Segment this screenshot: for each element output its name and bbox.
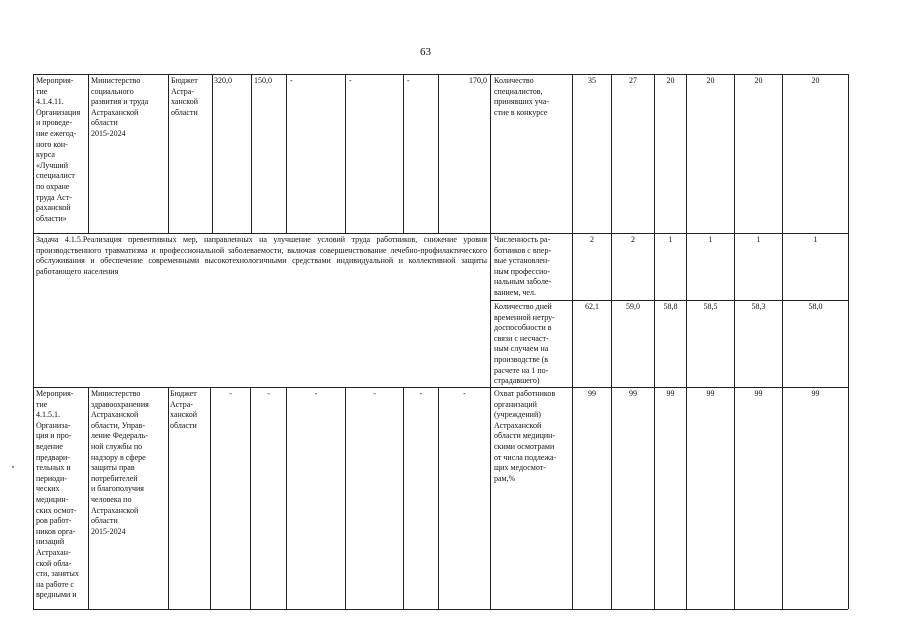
indicator-value: 99: [588, 389, 596, 398]
indicator-value: 99: [666, 389, 675, 398]
amount-cell: -: [407, 76, 410, 85]
event-cell: Мероприя- тие 4.1.4.11. Организация и проведе- ние ежегод- ного кон- курса «Лучший специалист по охране труда Аст- раханской области»: [36, 76, 81, 223]
scan-speck: [12, 466, 14, 468]
funding-source-cell: Бюджет Астра- ханской области: [170, 389, 198, 430]
indicator-value: 58,3: [751, 302, 766, 311]
amount-cell: -: [463, 389, 466, 398]
table-col-divider: [250, 387, 251, 609]
table-col-divider: [88, 74, 89, 233]
indicator-value: 1: [708, 235, 713, 244]
table-col-divider: [286, 387, 287, 609]
amount-cell: -: [349, 76, 352, 85]
indicator-value: 58,8: [663, 302, 678, 311]
indicator-value: 58,0: [808, 302, 823, 311]
indicator-value: 20: [754, 76, 763, 85]
indicator-cell: Численность ра- ботников с впер- вые установлен- ным профессио- нальным заболе- ванием, чел.: [494, 235, 552, 297]
indicator-value: 59,0: [626, 302, 640, 311]
amount-cell: -: [229, 389, 232, 398]
executor-cell: Министерство здравоохранения Астраханской области, Управ- ление Федераль- ной службы по надзору в сфере защиты прав потребителей и благополучия человека по Астраханской области 2015-2024: [91, 389, 149, 536]
indicator-value: 1: [813, 235, 818, 244]
amount-cell: -: [267, 389, 270, 398]
table-row-divider: [490, 300, 848, 301]
amount-cell: -: [419, 389, 423, 398]
amount-cell: 150,0: [254, 76, 272, 85]
table-col-divider: [345, 74, 346, 233]
table-border-right: [848, 74, 849, 609]
table-col-divider: [654, 74, 655, 609]
amount-cell: 170,0: [469, 76, 487, 85]
table-col-divider: [251, 74, 252, 233]
table-col-divider: [438, 387, 439, 609]
amount-cell: -: [290, 76, 293, 85]
table-col-divider: [286, 74, 287, 233]
table-col-divider: [168, 74, 169, 233]
table-col-divider: [403, 387, 404, 609]
indicator-value: 2: [631, 235, 635, 244]
task-description: Задача 4.1.5.Реализация превентивных мер, направленных на улучшение условий труда работников, снижение уровня производственного травматизма и профессиональной заболеваемости, включая совершенствование лечебно-профилактического обслуживания и обеспечение современными высокотехнологичными средствами индивидуальной и коллективной защиты работающего населения: [36, 235, 487, 276]
table-border-top: [33, 74, 848, 75]
indicator-value: 62,1: [585, 302, 599, 311]
table-col-divider: [345, 387, 346, 609]
indicator-value: 20: [706, 76, 715, 85]
table-col-divider: [210, 387, 211, 609]
amount-cell: 320,0: [214, 76, 232, 85]
table-col-divider: [572, 74, 573, 609]
event-cell: Мероприя- тие 4.1.5.1. Организа- ция и про- ведение предвари- тельных и периоди- ческих медицин- ских осмот- ров работ- ников орга- низаций Астрахан- ской обла- сти, занятых на работе с вредными и: [36, 389, 79, 600]
table-col-divider: [168, 387, 169, 609]
table-col-divider: [88, 387, 89, 609]
indicator-value: 20: [666, 76, 675, 85]
indicator-value: 58,5: [703, 302, 718, 311]
funding-source-cell: Бюджет Астра- ханской области: [171, 76, 199, 117]
indicator-value: 99: [629, 389, 637, 398]
indicator-value: 35: [588, 76, 596, 85]
table-row-divider: [33, 387, 848, 388]
indicator-value: 2: [590, 235, 594, 244]
table-col-divider: [403, 74, 404, 233]
page-number: 63: [420, 46, 431, 58]
indicator-cell: Охват работников организаций (учреждений) Астраханской области медицин- скими осмотрами от числа подлежа- щих медосмот- рам,%: [494, 389, 557, 483]
amount-cell: -: [314, 389, 318, 398]
indicator-value: 20: [811, 76, 820, 85]
indicator-value: 99: [754, 389, 763, 398]
table-col-divider: [686, 74, 687, 609]
indicator-value: 1: [668, 235, 673, 244]
indicator-value: 99: [811, 389, 820, 398]
table-col-divider: [33, 74, 34, 609]
indicator-value: 99: [706, 389, 715, 398]
indicator-value: 1: [756, 235, 761, 244]
table-col-divider: [734, 74, 735, 609]
amount-cell: -: [373, 389, 376, 398]
table-row-divider: [33, 233, 848, 234]
executor-cell: Министерство социального развития и труда Астраханской области 2015-2024: [91, 76, 149, 138]
indicator-cell: Количество дней временной нетру- доспособности в связи с несчаст- ным случаем на производстве (в расчете на 1 по- страдавшего): [494, 302, 555, 386]
table-border-bottom: [33, 609, 848, 610]
table-col-divider: [782, 74, 783, 609]
table-col-divider: [212, 74, 213, 233]
table-col-divider: [490, 74, 491, 609]
table-col-divider: [611, 74, 612, 609]
indicator-value: 27: [629, 76, 637, 85]
table-col-divider: [438, 74, 439, 233]
indicator-cell: Количество специалистов, принявших уча- стие в конкурсе: [494, 76, 549, 117]
